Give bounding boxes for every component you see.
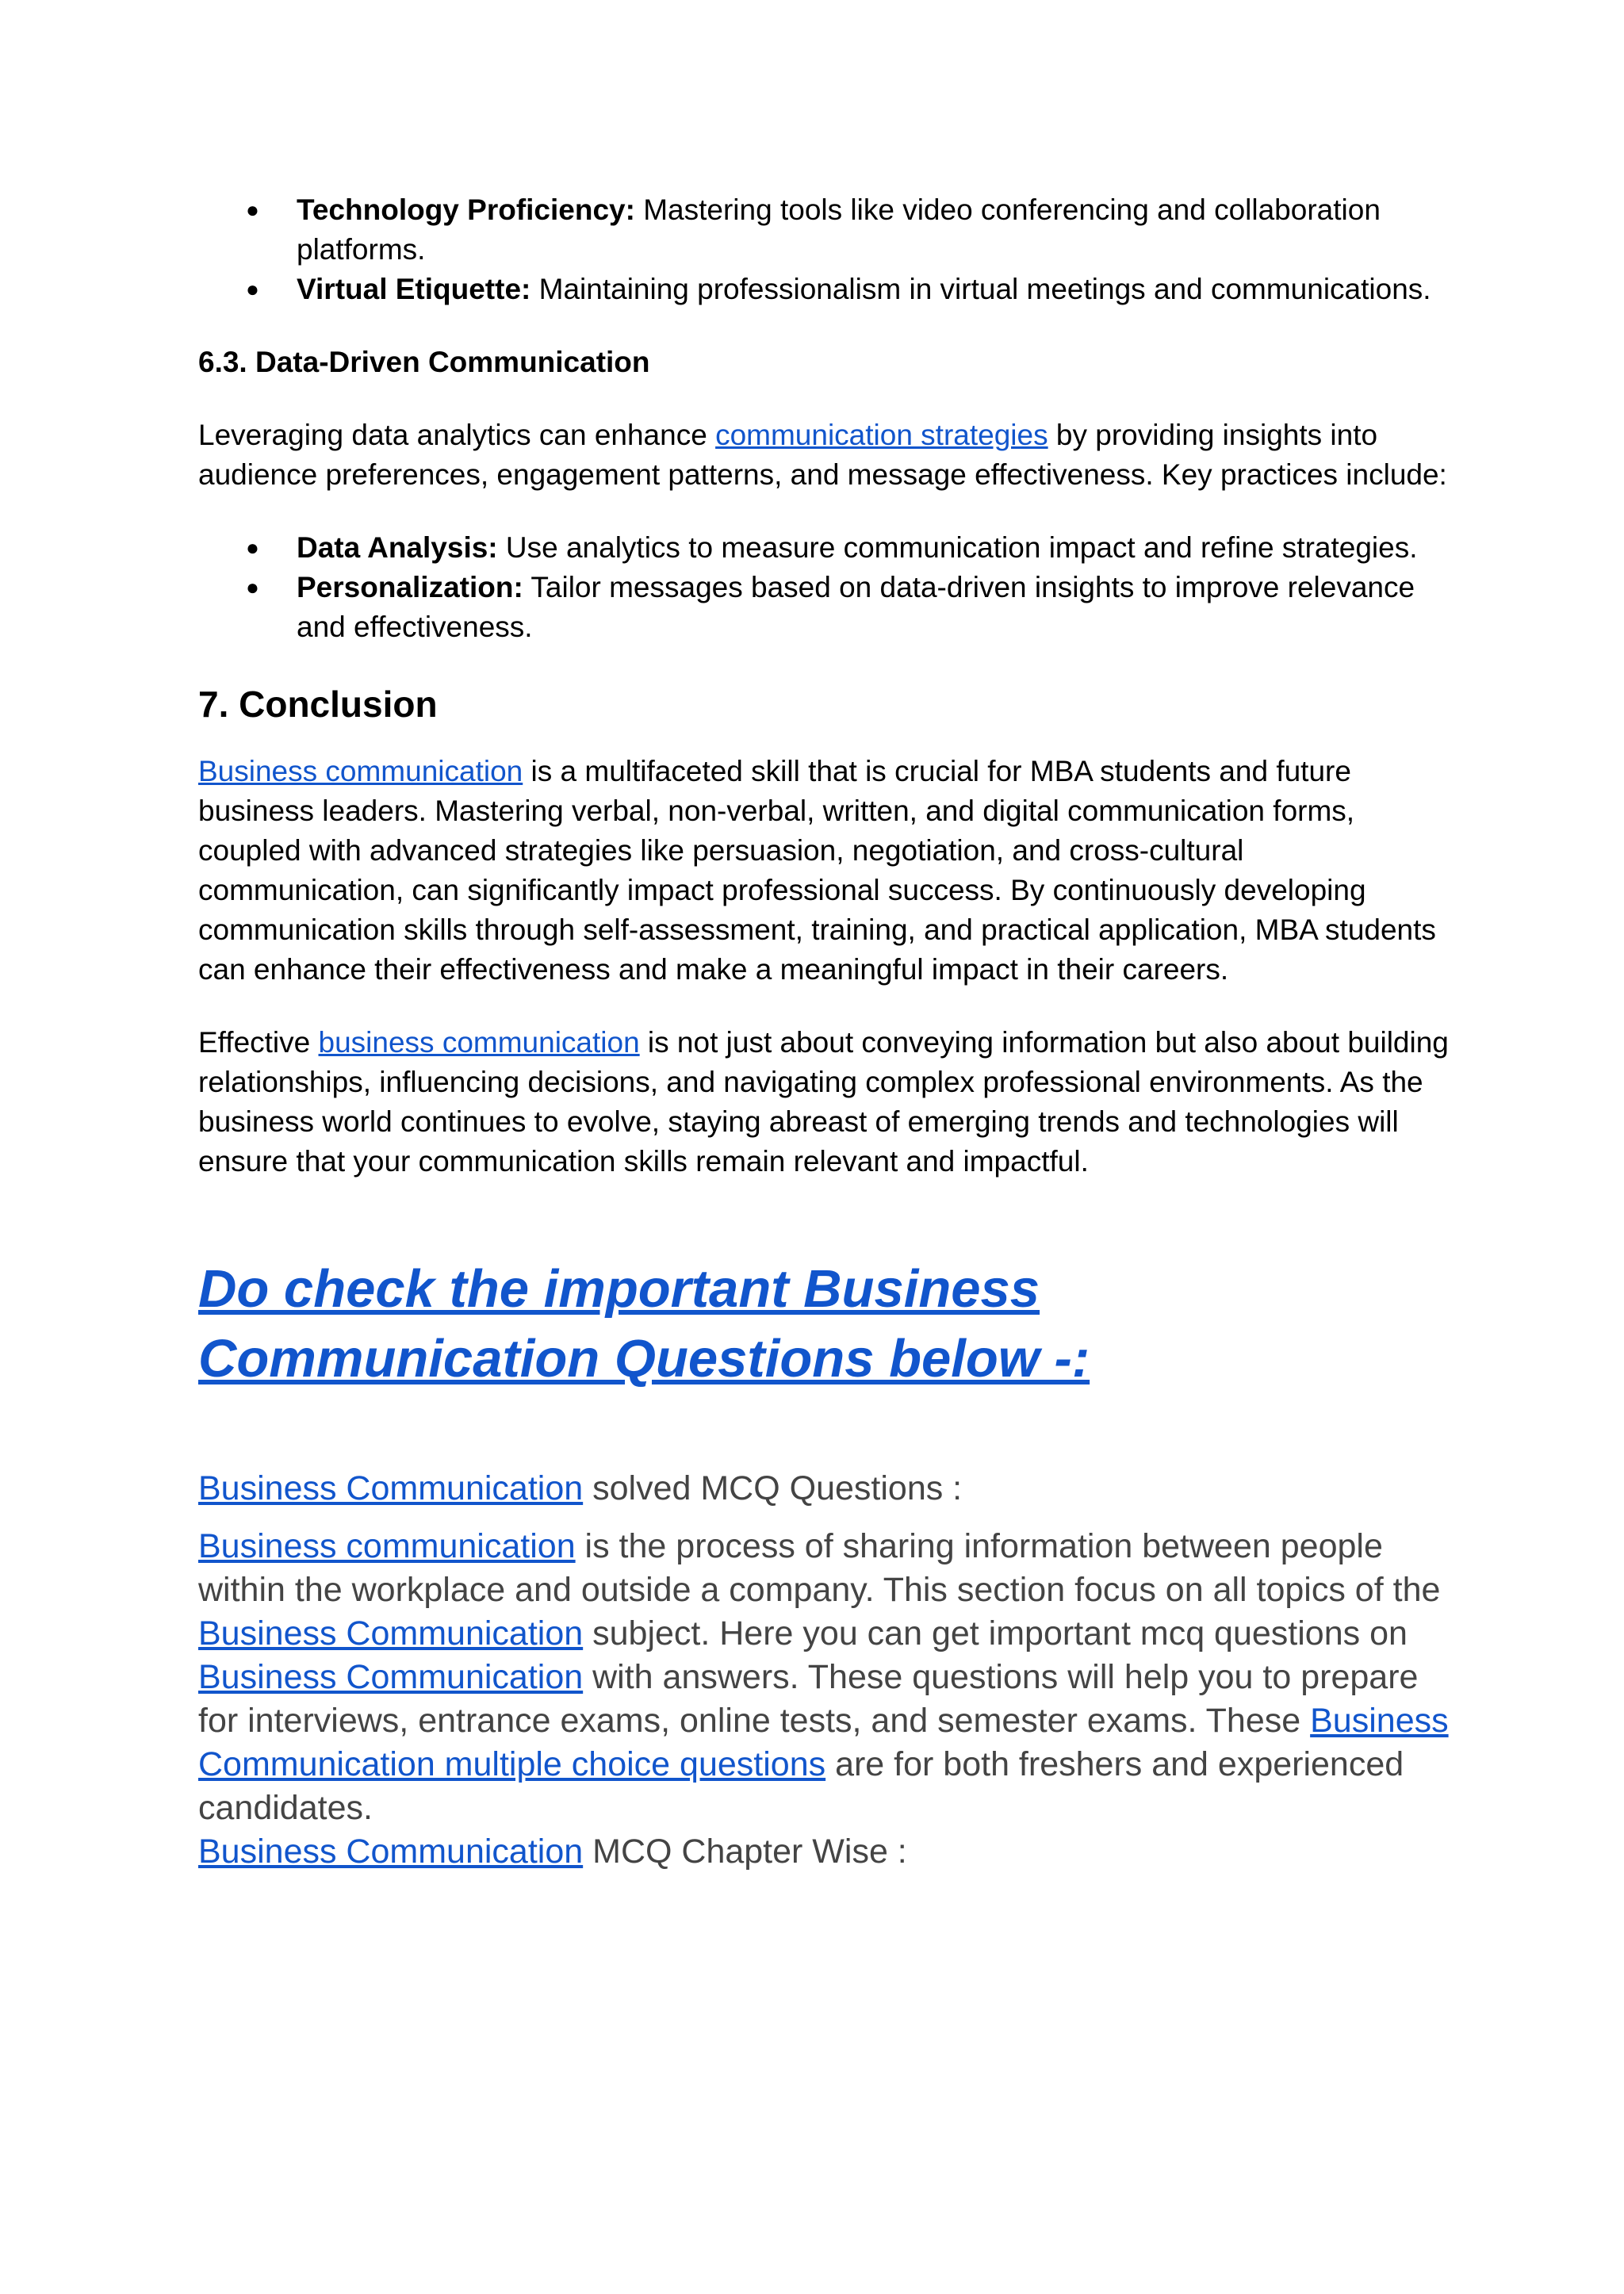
communication-strategies-link[interactable]: communication strategies — [715, 419, 1048, 451]
bullet-icon: ● — [246, 277, 259, 301]
list-item — [198, 190, 1451, 270]
mcq-line-text: solved MCQ Questions : — [583, 1469, 963, 1507]
business-communication-link[interactable]: Business communication — [198, 755, 523, 787]
list-item-text: Mastering tools like video conferencing and collaboration platforms. — [297, 193, 1381, 266]
paragraph-text: is not just about conveying information but also about building relationships, influencing decisions, and navigating complex professional environments. As the business world continues to evolve, staying abreast of emerging trends and technologies will ensure that your communication skills remain relevant and impactful. — [198, 1026, 1449, 1178]
business-communication-link[interactable]: Business Communication — [198, 1833, 584, 1871]
mcq-intro-line — [198, 1467, 1451, 1511]
business-communication-link[interactable]: Business Communication — [198, 1614, 584, 1653]
business-communication-link[interactable]: Business communication — [198, 1527, 576, 1565]
paragraph-text: Effective — [198, 1026, 319, 1059]
conclusion-paragraph-1 — [198, 752, 1451, 990]
conclusion-paragraph-2 — [198, 1023, 1451, 1181]
bullet-icon: ● — [246, 575, 259, 599]
mcq-line-text: MCQ Chapter Wise : — [583, 1833, 907, 1871]
paragraph-text: subject. Here you can get important mcq questions on — [583, 1614, 1408, 1653]
document-page — [198, 190, 1451, 1874]
list-item-term: Data Analysis: — [297, 531, 498, 564]
business-communication-link[interactable]: Business Communication — [198, 1469, 584, 1507]
bullet-icon: ● — [246, 197, 259, 222]
bullet-icon: ● — [246, 535, 259, 560]
conclusion-heading: 7. Conclusion — [198, 684, 438, 725]
list-item-text: Use analytics to measure communication impact and refine strategies. — [497, 531, 1418, 564]
data-practices-list — [198, 528, 1451, 647]
section-6-3-paragraph — [198, 416, 1451, 495]
questions-cta-heading[interactable] — [198, 1254, 1451, 1394]
business-communication-link[interactable]: business communication — [318, 1026, 640, 1059]
business-communication-link[interactable]: Business Communication — [198, 1658, 584, 1696]
mcq-questions-link[interactable]: Business Communication multiple choice questions — [198, 1702, 1449, 1783]
list-item-term: Virtual Etiquette: — [297, 273, 531, 305]
section-heading-6-3: 6.3. Data-Driven Communication — [198, 346, 650, 378]
paragraph-text: are for both freshers and experienced candidates. — [198, 1745, 1404, 1827]
paragraph-text: Leveraging data analytics can enhance — [198, 419, 716, 451]
list-item-text: Tailor messages based on data-driven insights to improve relevance and effectiveness. — [297, 571, 1415, 643]
list-item — [198, 528, 1451, 568]
list-item — [198, 568, 1451, 647]
paragraph-text: by providing insights into audience preferences, engagement patterns, and message effectiveness. Key practices include: — [198, 419, 1447, 491]
list-item-term: Technology Proficiency: — [297, 193, 635, 226]
list-item — [198, 270, 1451, 309]
mcq-chapter-line — [198, 1830, 1451, 1874]
paragraph-text: with answers. These questions will help you to prepare for interviews, entrance exams, online tests, and semester exams. These — [198, 1658, 1419, 1740]
mcq-description-paragraph — [198, 1525, 1451, 1830]
paragraph-text: is the process of sharing information between people within the workplace and outside a company. This section focus on all topics of the — [198, 1527, 1441, 1609]
questions-cta-link[interactable]: Do check the important Business Communication Questions below -: — [198, 1259, 1090, 1388]
virtual-skills-list — [198, 190, 1451, 309]
paragraph-text: is a multifaceted skill that is crucial for MBA students and future business leaders. Mastering verbal, non-verbal, written, and digital communication forms, coupled with advanced strategies like persuasion, negotiation, and cross-cultural communication, can significantly impact professional success. By continuously developing communication skills through self-assessment, training, and practical application, MBA students can enhance their effectiveness and make a meaningful impact in their careers. — [198, 755, 1436, 986]
list-item-term: Personalization: — [297, 571, 523, 603]
list-item-text: Maintaining professionalism in virtual meetings and communications. — [530, 273, 1431, 305]
